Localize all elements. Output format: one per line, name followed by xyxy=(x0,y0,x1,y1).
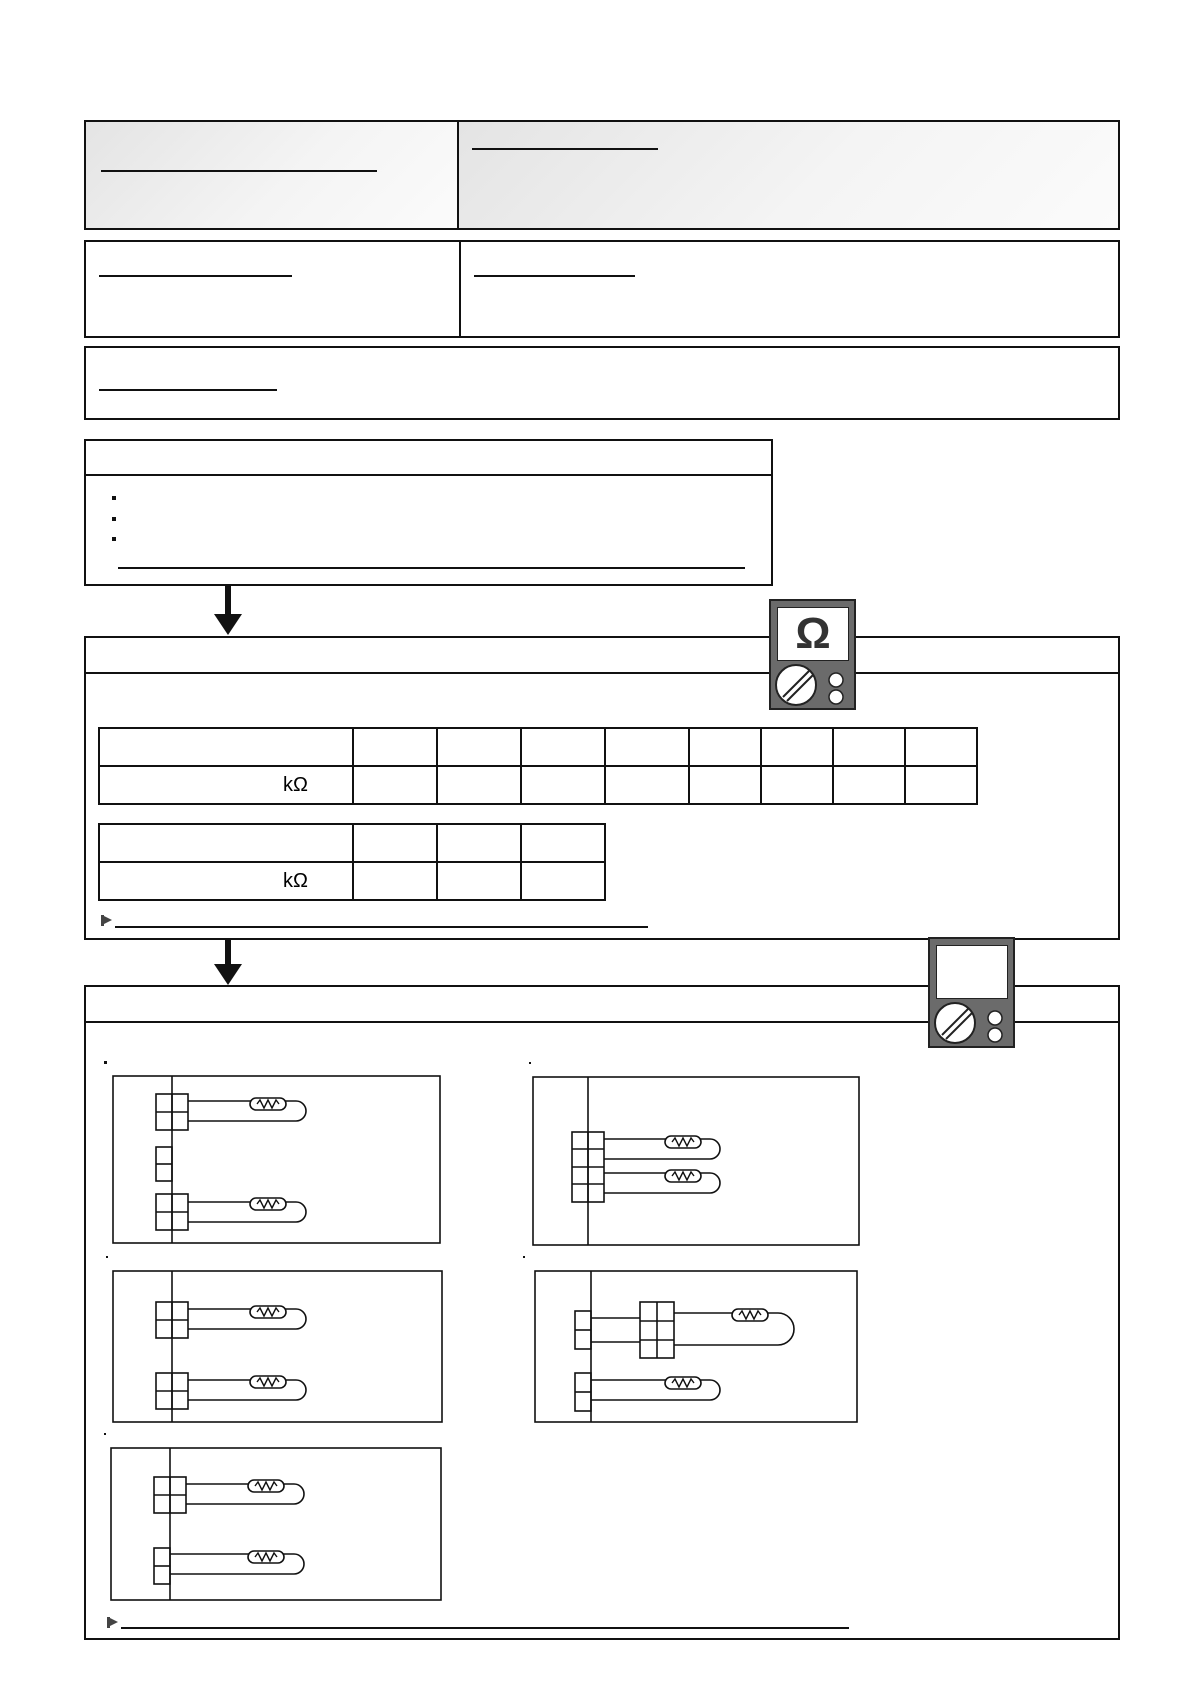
wiring-diagram-b xyxy=(533,1077,859,1245)
unit-label: kΩ xyxy=(99,766,353,804)
wiring-diagram-a xyxy=(113,1076,440,1243)
wiring-diagram-d xyxy=(535,1271,857,1422)
ohm-display: Ω xyxy=(777,607,849,661)
wiring-diagram-c xyxy=(113,1271,442,1422)
wiring-diagram-e xyxy=(111,1448,441,1600)
unit-label: kΩ xyxy=(99,862,353,900)
pointer-icon xyxy=(107,1617,119,1629)
step-3-note-underline xyxy=(121,1627,849,1629)
